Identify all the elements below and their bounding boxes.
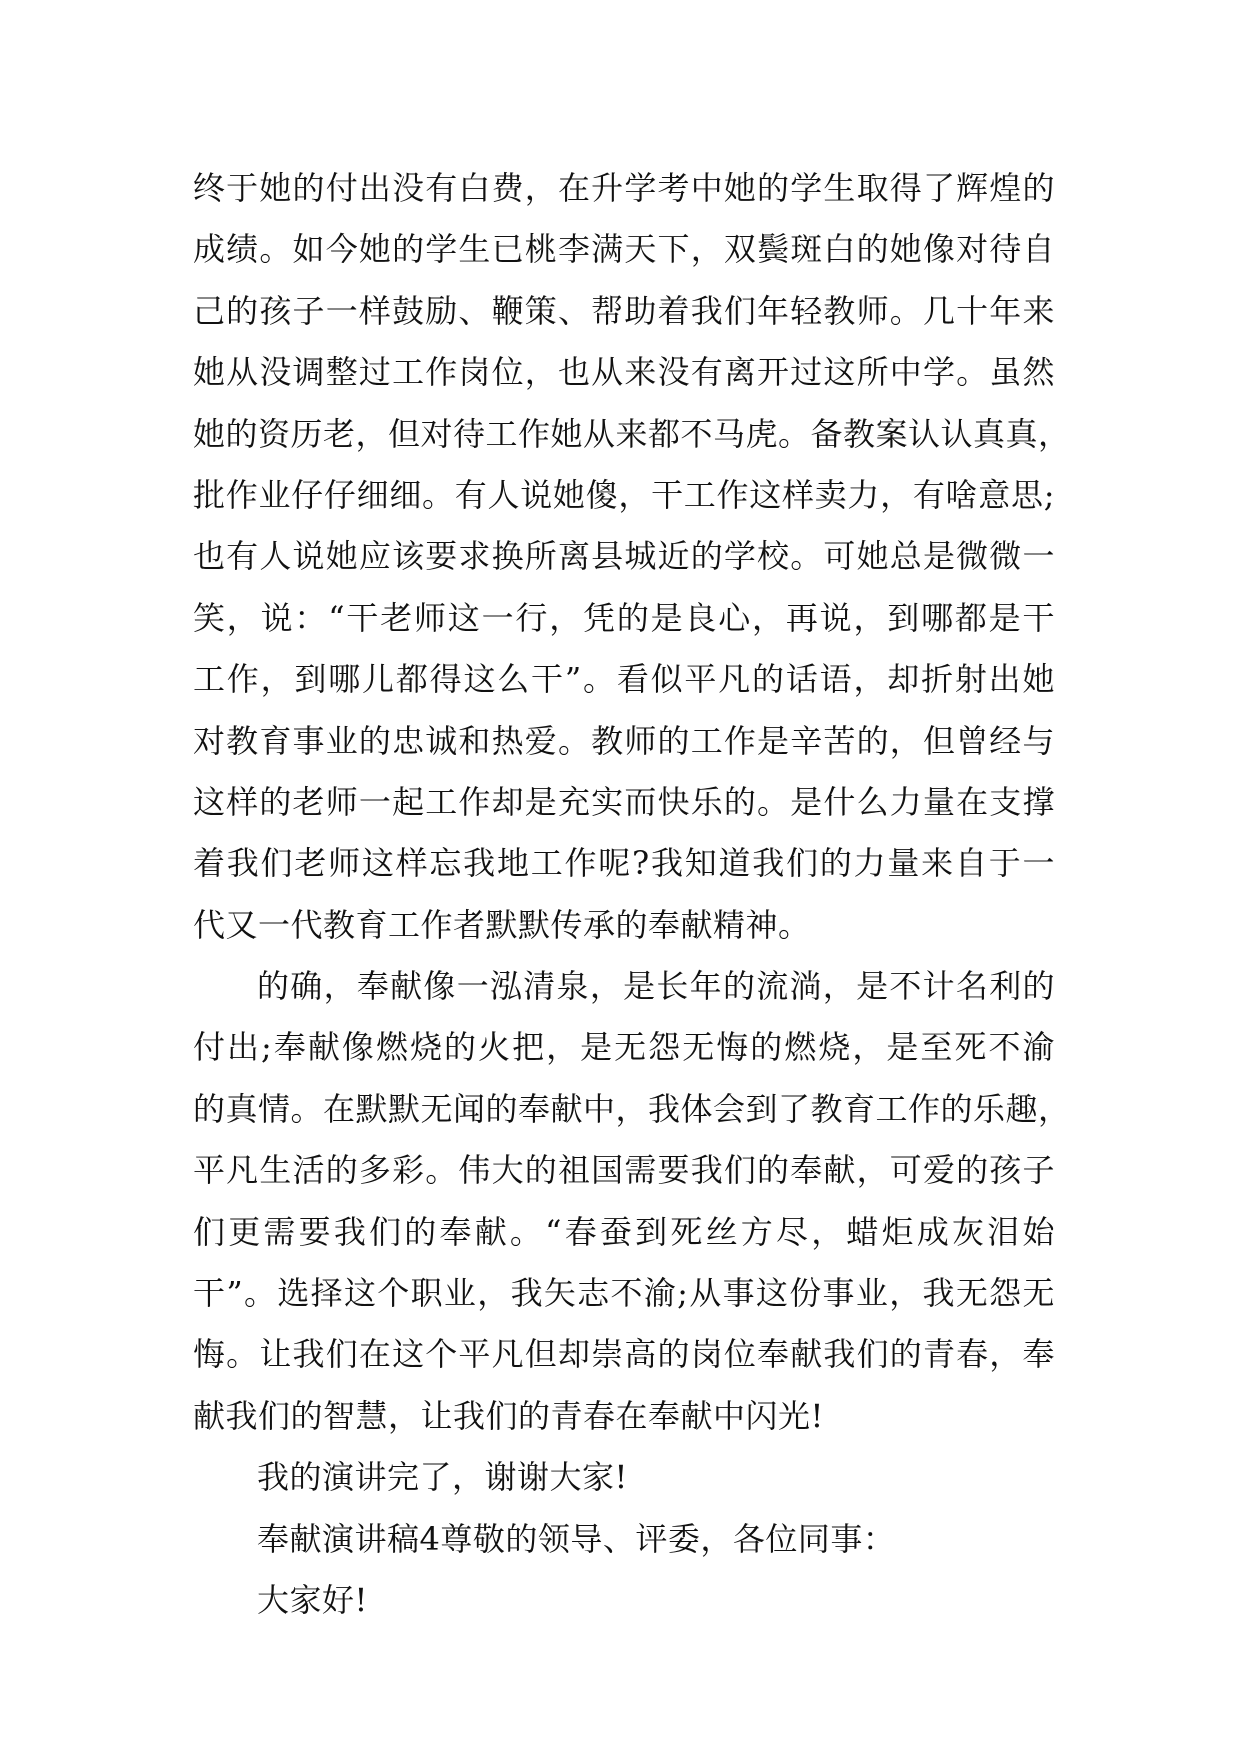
text-line: 这样的老师一起工作却是充实而快乐的。是什么力量在支撑 [193, 782, 1055, 821]
text-line: 她的资历老，但对待工作她从来都不马虎。备教案认认真真， [193, 414, 1071, 453]
text-line: 平凡生活的多彩。伟大的祖国需要我们的奉献，可爱的孩子 [193, 1151, 1055, 1190]
text-line: 成绩。如今她的学生已桃李满天下，双鬓斑白的她像对待自 [193, 230, 1055, 269]
text-line: 批作业仔仔细细。有人说她傻，干工作这样卖力，有啥意思; [193, 475, 1055, 514]
text-line: 的确，奉献像一泓清泉，是长年的流淌，是不计名利的 [257, 967, 1055, 1006]
text-line: 己的孩子一样鼓励、鞭策、帮助着我们年轻教师。几十年来 [193, 291, 1055, 330]
text-line: 终于她的付出没有白费，在升学考中她的学生取得了辉煌的 [193, 169, 1055, 207]
text-line: 付出;奉献像燃烧的火把，是无怨无悔的燃烧，是至死不渝 [193, 1028, 1055, 1067]
text-line: 悔。让我们在这个平凡但却崇高的岗位奉献我们的青春，奉 [193, 1335, 1055, 1374]
document-body [193, 158, 1071, 1631]
text-line: 大家好! [257, 1580, 368, 1619]
text-line: 着我们老师这样忘我地工作呢?我知道我们的力量来自于一 [193, 844, 1055, 883]
text-line: 干”。选择这个职业，我矢志不渝;从事这份事业，我无怨无 [193, 1274, 1055, 1313]
paragraph [193, 1447, 1055, 1508]
text-line: 献我们的智慧，让我们的青春在奉献中闪光! [193, 1396, 824, 1435]
text-line: 也有人说她应该要求换所离县城近的学校。可她总是微微一 [193, 537, 1055, 576]
text-line: 笑，说：“干老师这一行，凭的是良心，再说，到哪都是干 [193, 598, 1055, 637]
paragraph [193, 158, 1071, 956]
text-line: 她从没调整过工作岗位，也从来没有离开过这所中学。虽然 [193, 353, 1055, 392]
text-line: 奉献演讲稿4尊敬的领导、评委，各位同事： [257, 1519, 896, 1558]
text-line: 代又一代教育工作者默默传承的奉献精神。 [193, 905, 811, 944]
text-line: 对教育事业的忠诚和热爱。教师的工作是辛苦的，但曾经与 [193, 721, 1055, 760]
paragraph [193, 956, 1071, 1447]
text-line: 工作，到哪儿都得这么干”。看似平凡的话语，却折射出她 [193, 660, 1055, 699]
text-line: 我的演讲完了，谢谢大家! [257, 1458, 628, 1497]
text-line: 们更需要我们的奉献。“春蚕到死丝方尽，蜡炬成灰泪始 [193, 1212, 1055, 1251]
text-line: 的真情。在默默无闻的奉献中，我体会到了教育工作的乐趣， [193, 1089, 1071, 1128]
paragraph [193, 1509, 1055, 1570]
paragraph [193, 1570, 1055, 1631]
